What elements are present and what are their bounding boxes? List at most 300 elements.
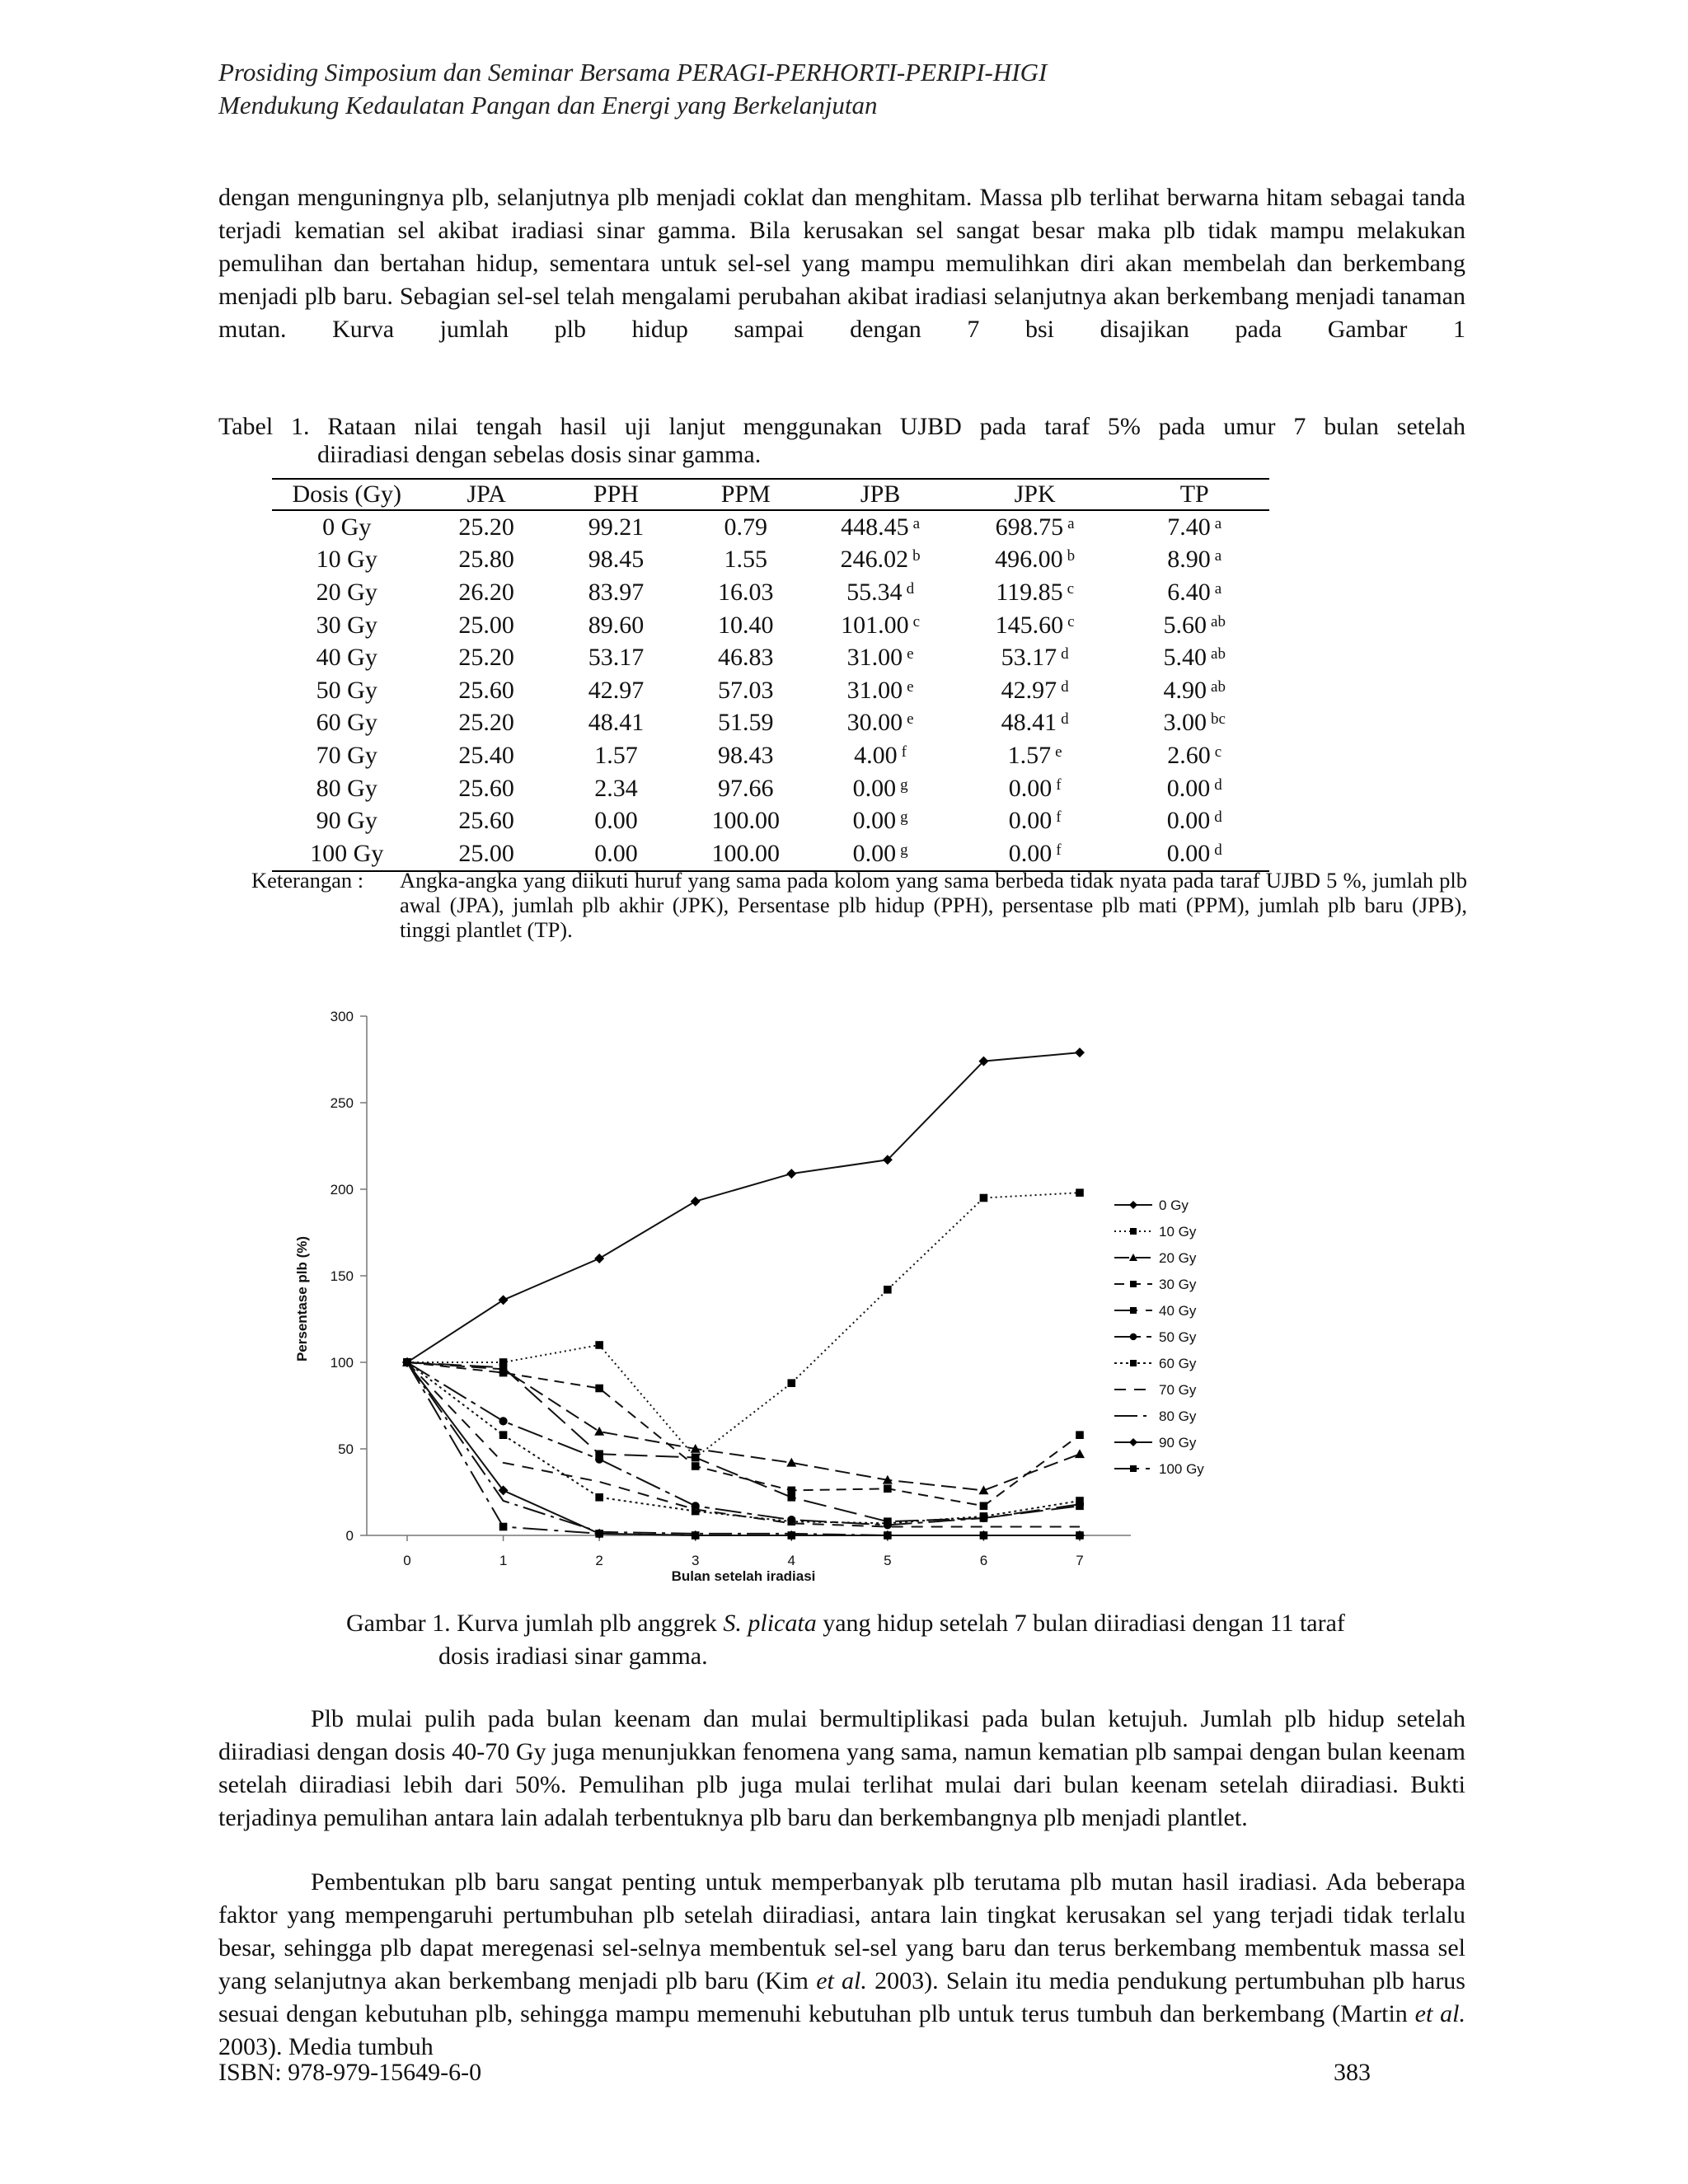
- table-cell-dose: [272, 544, 422, 577]
- significance-letter: e: [907, 677, 914, 696]
- cell-value: 0.00: [1008, 839, 1053, 867]
- cell-value: 100 Gy: [310, 839, 384, 867]
- x-tick-label: 3: [691, 1553, 700, 1568]
- table-cell-pph: [551, 837, 681, 871]
- table-cell-ppm: [681, 641, 810, 674]
- cell-value: 1.57: [1007, 741, 1052, 769]
- series-line: [407, 1052, 1080, 1362]
- table-cell-pph: [551, 576, 681, 609]
- data-point: [499, 1364, 508, 1372]
- table-cell-pph: [551, 739, 681, 772]
- page-number: 383: [1334, 2059, 1371, 2086]
- table-cell-jpb: [810, 641, 950, 674]
- legend-item: [1114, 1250, 1197, 1266]
- legend-label: 20 Gy: [1159, 1250, 1197, 1266]
- table-cell-tp: [1119, 510, 1269, 544]
- table-cell-dose: [272, 739, 422, 772]
- series-100-gy: [403, 1358, 1084, 1540]
- data-point: [594, 1427, 604, 1436]
- significance-letter: d: [1214, 841, 1222, 859]
- table-cell-tp: [1119, 674, 1269, 707]
- significance-letter: f: [1056, 776, 1062, 794]
- cell-value: 97.66: [717, 774, 774, 802]
- data-point: [1076, 1431, 1084, 1439]
- legend-label: 40 Gy: [1159, 1303, 1197, 1319]
- data-point: [787, 1531, 795, 1540]
- table-cell-jpb: [810, 544, 950, 577]
- table-cell-jpb: [810, 837, 950, 871]
- table-cell-dose: [272, 772, 422, 805]
- table-body: [272, 510, 1269, 871]
- cell-value: 0.00: [852, 774, 897, 802]
- col-header-ppm: PPM: [681, 479, 810, 510]
- data-point: [980, 1194, 988, 1202]
- cell-value: 25.40: [458, 741, 514, 769]
- data-point: [884, 1520, 892, 1528]
- cell-value: 90 Gy: [316, 807, 377, 835]
- paragraph3-part2: 2003). Selain itu media pendukung pertumbuhan plb harus sesuai dengan kebutuhan plb, sehingga mampu memenuhi kebutuhan plb untuk terus tumbuh dan berkembang (Martin: [218, 1967, 1465, 2027]
- cell-value: 60 Gy: [316, 709, 377, 737]
- series-line: [407, 1193, 1080, 1457]
- data-point: [1130, 1281, 1137, 1287]
- significance-letter: g: [900, 841, 908, 859]
- data-point: [980, 1502, 988, 1511]
- cell-value: 496.00: [995, 546, 1063, 574]
- table-row: [272, 609, 1269, 642]
- significance-letter: a: [1214, 514, 1222, 532]
- significance-letter: a: [1214, 547, 1222, 565]
- significance-letter: c: [1067, 612, 1075, 630]
- legend-item: [1114, 1408, 1197, 1424]
- table-cell-jpa: [422, 804, 551, 837]
- legend-item: [1114, 1382, 1197, 1398]
- col-header-jpa: JPA: [422, 479, 551, 510]
- table-cell-pph: [551, 804, 681, 837]
- cell-value: 119.85: [996, 578, 1063, 606]
- legend-item: [1114, 1329, 1197, 1345]
- table-cell-jpk: [950, 576, 1120, 609]
- significance-letter: d: [1061, 710, 1069, 729]
- col-header-jpk: JPK: [950, 479, 1120, 510]
- data-point: [595, 1530, 603, 1538]
- table-cell-dose: [272, 609, 422, 642]
- table-cell-jpa: [422, 772, 551, 805]
- series-20-gy: [402, 1357, 1085, 1494]
- significance-letter: e: [907, 710, 914, 729]
- data-point: [595, 1493, 603, 1502]
- x-tick-label: 6: [979, 1553, 988, 1568]
- cell-value: 4.90: [1163, 676, 1207, 704]
- legend-item: [1114, 1197, 1189, 1213]
- data-point: [1130, 1360, 1137, 1366]
- table-cell-jpa: [422, 576, 551, 609]
- cell-value: 89.60: [588, 611, 645, 639]
- y-axis-label: Persentase plb (%): [294, 1235, 310, 1362]
- y-tick-label: 200: [330, 1182, 354, 1197]
- table-cell-jpk: [950, 739, 1120, 772]
- table-cell-jpb: [810, 576, 950, 609]
- table-cell-pph: [551, 641, 681, 674]
- table-cell-jpk: [950, 674, 1120, 707]
- data-point: [1076, 1497, 1084, 1505]
- data-point: [1075, 1449, 1085, 1458]
- citation-etal-2: et al.: [1414, 2000, 1465, 2027]
- legend-label: 70 Gy: [1159, 1382, 1197, 1398]
- cell-value: 99.21: [588, 513, 645, 541]
- data-point: [1130, 1465, 1137, 1472]
- legend-label: 80 Gy: [1159, 1408, 1197, 1424]
- y-tick-label: 50: [338, 1441, 354, 1457]
- data-point: [692, 1454, 700, 1462]
- figure-caption-text-end: yang hidup setelah 7 bulan diiradiasi dengan 11 taraf: [816, 1610, 1345, 1637]
- table-note-label: Keterangan :: [251, 868, 364, 893]
- paragraph3-part1: Pembentukan plb baru sangat penting untuk memperbanyak plb terutama plb mutan hasil iradiasi. Ada beberapa faktor yang mempengaruhi pertumbuhan plb setelah diiradiasi, antara lain tingkat kerusakan sel yang terjadi tidak terlalu besar, sehingga plb dapat meregenasi sel-selnya membentuk sel-sel yang baru dan terus berkembang membentuk massa sel yang selanjutnya akan berkembang menjadi plb baru (Kim: [218, 1868, 1465, 1994]
- table-cell-pph: [551, 772, 681, 805]
- data-point: [692, 1462, 700, 1470]
- cell-value: 8.90: [1167, 546, 1211, 574]
- cell-value: 55.34: [846, 578, 903, 606]
- data-point: [787, 1379, 795, 1387]
- series-line: [407, 1362, 1080, 1523]
- legend-item: [1114, 1277, 1197, 1292]
- data-point: [691, 1197, 701, 1207]
- series-40-gy: [403, 1358, 1084, 1526]
- cell-value: 30.00: [846, 709, 903, 737]
- cell-value: 0.00: [594, 839, 638, 867]
- cell-value: 46.83: [717, 644, 774, 672]
- cell-value: 0 Gy: [322, 513, 372, 541]
- data-point: [1130, 1333, 1137, 1341]
- legend-label: 0 Gy: [1159, 1197, 1189, 1213]
- data-point: [692, 1507, 700, 1516]
- table-cell-ppm: [681, 837, 810, 871]
- significance-letter: g: [900, 808, 908, 827]
- table-cell-pph: [551, 544, 681, 577]
- cell-value: 0.00: [1008, 807, 1053, 835]
- cell-value: 80 Gy: [316, 774, 377, 802]
- cell-value: 40 Gy: [316, 644, 377, 672]
- table-cell-jpa: [422, 544, 551, 577]
- table-cell-jpk: [950, 837, 1120, 871]
- table-row: [272, 837, 1269, 871]
- header-line-2: Mendukung Kedaulatan Pangan dan Energi yang Berkelanjutan: [218, 91, 878, 120]
- table-cell-pph: [551, 510, 681, 544]
- table-cell-tp: [1119, 609, 1269, 642]
- data-point: [884, 1286, 892, 1294]
- table-cell-ppm: [681, 707, 810, 740]
- table-cell-tp: [1119, 707, 1269, 740]
- cell-value: 50 Gy: [316, 676, 377, 704]
- series-line: [407, 1362, 1080, 1506]
- cell-value: 1.55: [724, 546, 767, 574]
- data-point: [980, 1512, 988, 1521]
- table-cell-dose: [272, 576, 422, 609]
- table-caption: [218, 410, 1465, 471]
- data-point: [403, 1358, 411, 1366]
- x-tick-label: 0: [403, 1553, 411, 1568]
- table-cell-dose: [272, 510, 422, 544]
- chart-series: [402, 1047, 1085, 1540]
- data-point: [1129, 1438, 1137, 1446]
- data-point: [1130, 1307, 1137, 1314]
- table-row: [272, 510, 1269, 544]
- data-point: [884, 1485, 892, 1493]
- significance-letter: b: [912, 547, 921, 565]
- cell-value: 10 Gy: [316, 546, 377, 574]
- table-cell-tp: [1119, 544, 1269, 577]
- significance-letter: a: [1214, 579, 1222, 598]
- figure-caption-label: Gambar 1.: [346, 1610, 451, 1637]
- footer-isbn: ISBN: 978-979-15649-6-0: [218, 2059, 482, 2086]
- cell-value: 42.97: [1001, 676, 1057, 704]
- table-cell-ppm: [681, 739, 810, 772]
- data-point: [1075, 1047, 1085, 1057]
- significance-letter: d: [1214, 776, 1222, 794]
- intro-paragraph: dengan menguningnya plb, selanjutnya plb menjadi coklat dan menghitam. Massa plb terlihat berwarna hitam sebagai tanda terjadi kematian sel akibat iradiasi sinar gamma. Bila kerusakan sel sangat besar maka plb tidak mampu melakukan pemulihan dan bertahan hidup, sementara untuk sel-sel yang mampu memulihkan diri akan membelah dan berkembang menjadi plb baru. Sebagian sel-sel telah mengalami perubahan akibat iradiasi selanjutnya akan berkembang menjadi tanaman mutan. Kurva jumlah plb hidup sampai dengan 7 bsi disajikan pada Gambar 1: [218, 184, 1465, 343]
- y-tick-label: 150: [330, 1268, 354, 1284]
- table-cell-tp: [1119, 772, 1269, 805]
- significance-letter: f: [901, 743, 907, 761]
- cell-value: 48.41: [1001, 709, 1057, 737]
- cell-value: 25.60: [458, 807, 514, 835]
- cell-value: 0.79: [724, 513, 767, 541]
- cell-value: 53.17: [1001, 644, 1057, 672]
- significance-letter: ab: [1211, 677, 1226, 696]
- data-point: [884, 1531, 892, 1540]
- citation-etal-1: et al.: [816, 1967, 867, 1994]
- significance-letter: e: [907, 645, 914, 663]
- cell-value: 25.20: [458, 644, 514, 672]
- table-cell-jpb: [810, 609, 950, 642]
- table-cell-ppm: [681, 510, 810, 544]
- x-tick-label: 4: [787, 1553, 796, 1568]
- paragraph3-part3: 2003). Media tumbuh: [218, 2033, 434, 2060]
- significance-letter: a: [912, 514, 921, 532]
- cell-value: 7.40: [1167, 513, 1211, 541]
- series-line: [407, 1362, 1080, 1535]
- cell-value: 30 Gy: [316, 611, 377, 639]
- significance-letter: d: [1061, 645, 1069, 663]
- table-cell-jpk: [950, 641, 1120, 674]
- cell-value: 31.00: [846, 644, 903, 672]
- significance-letter: e: [1055, 743, 1062, 761]
- table-cell-pph: [551, 707, 681, 740]
- table-row: [272, 707, 1269, 740]
- table-cell-jpk: [950, 772, 1120, 805]
- significance-letter: d: [1061, 677, 1069, 696]
- table-cell-tp: [1119, 576, 1269, 609]
- table-cell-dose: [272, 837, 422, 871]
- cell-value: 0.00: [1166, 774, 1211, 802]
- cell-value: 448.45: [841, 513, 909, 541]
- chart-axes: [331, 1009, 1131, 1568]
- table-cell-ppm: [681, 544, 810, 577]
- data-point: [1130, 1228, 1137, 1235]
- cell-value: 0.00: [1166, 839, 1211, 867]
- data-point: [499, 1295, 509, 1305]
- table-cell-dose: [272, 707, 422, 740]
- cell-value: 698.75: [995, 513, 1064, 541]
- legend-item: [1114, 1435, 1197, 1451]
- cell-value: 25.80: [458, 546, 514, 574]
- table-row: [272, 641, 1269, 674]
- data-point: [786, 1169, 796, 1179]
- data-point: [787, 1493, 795, 1502]
- table-cell-jpk: [950, 804, 1120, 837]
- legend-item: [1114, 1224, 1197, 1240]
- significance-letter: c: [1067, 579, 1075, 598]
- figure-caption-line-2: dosis iradiasi sinar gamma.: [438, 1643, 708, 1670]
- x-tick-label: 7: [1076, 1553, 1084, 1568]
- significance-letter: c: [1214, 743, 1222, 761]
- table-cell-ppm: [681, 804, 810, 837]
- cell-value: 25.60: [458, 774, 514, 802]
- significance-letter: ab: [1211, 645, 1226, 663]
- table-cell-ppm: [681, 609, 810, 642]
- table-row: [272, 544, 1269, 577]
- cell-value: 246.02: [840, 546, 909, 574]
- series-line: [407, 1362, 1080, 1525]
- cell-value: 4.00: [854, 741, 898, 769]
- data-point: [786, 1458, 796, 1467]
- cell-value: 25.60: [458, 676, 514, 704]
- cell-value: 2.60: [1167, 741, 1211, 769]
- x-axis-label: Bulan setelah iradiasi: [671, 1568, 816, 1584]
- table-cell-jpa: [422, 609, 551, 642]
- table-cell-jpb: [810, 674, 950, 707]
- survival-line-chart: [280, 989, 1236, 1599]
- legend-item: [1114, 1461, 1204, 1477]
- cell-value: 20 Gy: [316, 578, 377, 606]
- cell-value: 42.97: [588, 676, 645, 704]
- data-point: [499, 1431, 508, 1439]
- data-point: [692, 1531, 700, 1540]
- cell-value: 26.20: [458, 578, 514, 606]
- cell-value: 101.00: [841, 611, 909, 639]
- series-line: [407, 1362, 1080, 1521]
- data-point: [980, 1531, 988, 1540]
- cell-value: 98.43: [717, 741, 774, 769]
- table-row: [272, 804, 1269, 837]
- series-line: [407, 1362, 1080, 1490]
- body-paragraph-3: [218, 1866, 1465, 2064]
- cell-value: 25.00: [458, 839, 514, 867]
- cell-value: 0.00: [594, 807, 638, 835]
- table-cell-jpb: [810, 510, 950, 544]
- cell-value: 25.20: [458, 709, 514, 737]
- table-cell-jpk: [950, 544, 1120, 577]
- table-caption-line-2: diiradiasi dengan sebelas dosis sinar gamma.: [317, 441, 762, 468]
- table-cell-tp: [1119, 837, 1269, 871]
- table-cell-jpk: [950, 510, 1120, 544]
- cell-value: 2.34: [594, 774, 638, 802]
- table-row: [272, 739, 1269, 772]
- x-tick-label: 2: [595, 1553, 603, 1568]
- figure-caption-species: S. plicata: [723, 1610, 817, 1637]
- cell-value: 0.00: [852, 807, 897, 835]
- running-header: [218, 56, 1047, 122]
- data-point: [499, 1523, 508, 1531]
- table-cell-tp: [1119, 739, 1269, 772]
- table-cell-ppm: [681, 772, 810, 805]
- legend-label: 10 Gy: [1159, 1224, 1197, 1240]
- table-cell-ppm: [681, 674, 810, 707]
- series-0-gy: [402, 1047, 1085, 1367]
- data-point: [1076, 1531, 1084, 1540]
- significance-letter: f: [1056, 808, 1062, 827]
- cell-value: 0.00: [1166, 807, 1211, 835]
- cell-value: 3.00: [1163, 709, 1207, 737]
- table-cell-pph: [551, 674, 681, 707]
- legend-label: 100 Gy: [1159, 1461, 1204, 1477]
- significance-letter: b: [1067, 547, 1076, 565]
- body-paragraph-2: Plb mulai pulih pada bulan keenam dan mulai bermultiplikasi pada bulan ketujuh. Jumlah plb hidup setelah diiradiasi dengan dosis 40-70 Gy juga menunjukkan fenomena yang sama, namun kematian plb sampai dengan bulan keenam setelah diiradiasi lebih dari 50%. Pemulihan plb juga mulai terlihat mulai dari bulan keenam setelah diiradiasi. Bukti terjadinya pemulihan antara lain adalah terbentuknya plb baru dan berkembangnya plb menjadi plantlet.: [218, 1705, 1465, 1831]
- col-header-jpb: JPB: [810, 479, 950, 510]
- series-80-gy: [407, 1362, 1080, 1535]
- significance-letter: ab: [1211, 612, 1226, 630]
- y-tick-label: 250: [330, 1095, 354, 1111]
- table-cell-pph: [551, 609, 681, 642]
- significance-letter: c: [912, 612, 921, 630]
- table-cell-dose: [272, 641, 422, 674]
- table-cell-jpa: [422, 837, 551, 871]
- table-caption-label: Tabel 1.: [218, 413, 310, 440]
- table-cell-jpb: [810, 772, 950, 805]
- cell-value: 100.00: [711, 807, 780, 835]
- cell-value: 0.00: [852, 839, 897, 867]
- table-cell-jpk: [950, 707, 1120, 740]
- cell-value: 16.03: [717, 578, 774, 606]
- y-tick-label: 300: [330, 1009, 354, 1024]
- y-tick-label: 0: [345, 1528, 354, 1544]
- table-caption-text: Rataan nilai tengah hasil uji lanjut menggunakan UJBD pada taraf 5% pada umur 7 bulan setelah: [327, 413, 1465, 440]
- data-point: [595, 1385, 603, 1393]
- cell-value: 6.40: [1167, 578, 1211, 606]
- table-cell-jpk: [950, 609, 1120, 642]
- cell-value: 83.97: [588, 578, 645, 606]
- figure-caption: [346, 1607, 1465, 1673]
- table-cell-jpb: [810, 804, 950, 837]
- cell-value: 10.40: [717, 611, 774, 639]
- table-row: [272, 674, 1269, 707]
- results-table: [272, 478, 1269, 872]
- series-line: [407, 1362, 1080, 1535]
- cell-value: 0.00: [1008, 774, 1053, 802]
- cell-value: 100.00: [711, 839, 780, 867]
- cell-value: 25.00: [458, 611, 514, 639]
- table-note-text: Angka-angka yang diikuti huruf yang sama pada kolom yang sama berbeda tidak nyata pada taraf UJBD 5 %, jumlah plb awal (JPA), jumlah plb akhir (JPK), Persentase plb hidup (PPH), persentase plb mati (PPM), jumlah plb baru (JPB), tinggi plantlet (TP).: [400, 868, 1467, 942]
- figure-caption-text: Kurva jumlah plb anggrek: [457, 1610, 724, 1637]
- cell-value: 57.03: [717, 676, 774, 704]
- table-header-row: [272, 479, 1269, 510]
- table-cell-tp: [1119, 804, 1269, 837]
- table-cell-ppm: [681, 576, 810, 609]
- cell-value: 70 Gy: [316, 741, 377, 769]
- legend-item: [1114, 1303, 1197, 1319]
- legend-item: [1114, 1356, 1197, 1371]
- cell-value: 145.60: [995, 611, 1064, 639]
- table-cell-jpa: [422, 739, 551, 772]
- cell-value: 98.45: [588, 546, 645, 574]
- significance-letter: a: [1067, 514, 1075, 532]
- table-cell-tp: [1119, 641, 1269, 674]
- x-tick-label: 5: [884, 1553, 892, 1568]
- data-point: [594, 1254, 604, 1263]
- table-cell-jpb: [810, 739, 950, 772]
- data-point: [1076, 1188, 1084, 1197]
- table-cell-jpb: [810, 707, 950, 740]
- legend-label: 30 Gy: [1159, 1277, 1197, 1292]
